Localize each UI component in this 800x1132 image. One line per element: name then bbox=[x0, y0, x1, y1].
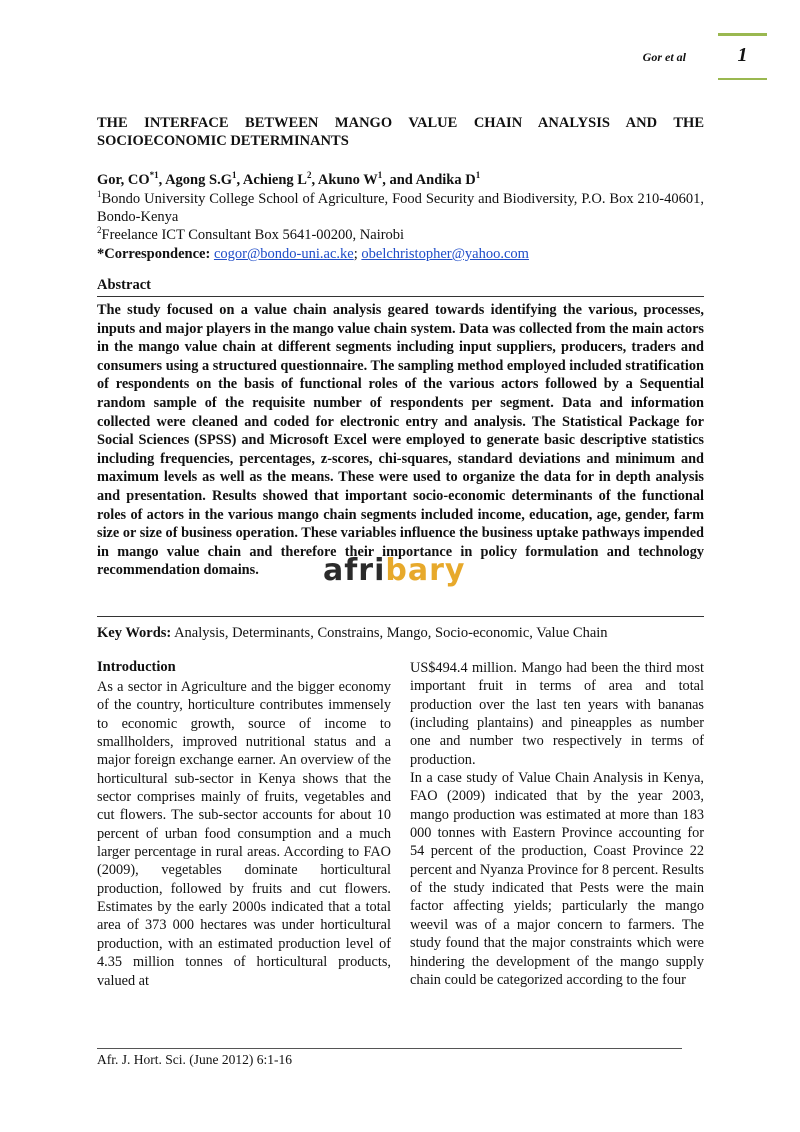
affiliation-marker: 1 bbox=[97, 189, 102, 200]
author-affiliation-marker: 1 bbox=[377, 170, 383, 181]
author-list bbox=[97, 171, 704, 189]
author-name: Gor, CO bbox=[97, 172, 150, 188]
affiliation-text: Bondo University College School of Agriculture, Food Security and Biodiversity, P.O. Box 210-40601, Bondo-Kenya bbox=[97, 191, 704, 225]
journal-citation-footer: Afr. J. Hort. Sci. (June 2012) 6:1-16 bbox=[97, 1052, 292, 1067]
correspondence-email-link[interactable]: cogor@bondo-uni.ac.ke bbox=[213, 246, 354, 262]
keywords-text: Analysis, Determinants, Constrains, Mango, Socio-economic, Value Chain bbox=[171, 625, 608, 641]
abstract-body: The study focused on a value chain analysis geared towards identifying the various, processes, inputs and major players in the mango value chain system. Data was collected from the main actors in the mango value chain at different segments including input suppliers, producers, traders and consumers using a structured questionnaire. The sampling method employed included stratification of respondents on the basis of functional roles of the various actors followed by a Sequential random sample of the requisite number of respondents per segment. Data and information collected were cleaned and coded for electronic entry and analysis. The Statistical Package for Social Sciences (SPSS) and Microsoft Excel were employed to generate basic descriptive statistics including frequencies, percentages, z-scores, chi-squares, standard deviations and minimum and maximum levels as well as the means. These were used to organize the data for in depth analysis and presentation. Results showed that important socio-economic determinants of the functional roles of actors in the various mango chain segments included income, education, age, gender, farm size or size of business operation. These variables influence the business uptake pathways impended in mango value chain and therefore their importance in policy formulation and technology recommendation domains. bbox=[97, 302, 704, 579]
email-separator: ; bbox=[353, 246, 358, 262]
paper-title: THE INTERFACE BETWEEN MANGO VALUE CHAIN ANALYSIS AND THE SOCIOECONOMIC DETERMINANTS bbox=[97, 115, 704, 149]
header-accent-rule-bottom bbox=[718, 78, 767, 80]
author-affiliation-marker: 2 bbox=[306, 170, 312, 181]
watermark-text: afri bbox=[323, 553, 386, 588]
introduction-heading: Introduction bbox=[97, 659, 176, 675]
body-paragraph: As a sector in Agriculture and the bigger economy of the country, horticulture contributes immensely to economic growth, source of income to smallholders, improved nutritional status and a major foreign exchange earner. An overview of the horticultural sub-sector in Kenya shows that the sector comprises mainly of fruits, vegetables and cut flowers. The sub-sector accounts for about 10 percent of urban food consumption and a much larger percentage in rural areas. According to FAO (2009), vegetables dominate horticultural production, followed by fruits and cut flowers. Estimates by the early 2000s indicated that a total area of 373 000 hectares was under horticultural production, with an estimated production level of 4.35 million tonnes of horticultural products, valued at bbox=[97, 679, 391, 989]
footer-rule bbox=[97, 1048, 682, 1049]
introduction-right-column bbox=[410, 659, 704, 989]
header-accent-rule-top bbox=[718, 33, 767, 36]
author-affiliation-marker: 1 bbox=[231, 170, 237, 181]
abstract-bottom-rule bbox=[97, 616, 704, 617]
affiliation-2 bbox=[97, 226, 704, 244]
abstract-top-rule bbox=[97, 296, 704, 297]
author-name: , Achieng L bbox=[236, 172, 307, 188]
keywords-label: Key Words: bbox=[97, 625, 172, 641]
page-number: 1 bbox=[737, 44, 748, 66]
affiliation-text: Freelance ICT Consultant Box 5641-00200, Nairobi bbox=[101, 227, 405, 243]
watermark-logo bbox=[323, 553, 465, 588]
introduction-left-column bbox=[97, 678, 391, 990]
correspondence bbox=[97, 245, 704, 263]
correspondence-email-link[interactable]: obelchristopher@yahoo.com bbox=[361, 246, 529, 262]
keywords-line bbox=[97, 625, 704, 642]
affiliation-marker: 2 bbox=[97, 225, 102, 236]
watermark-text-accent: bary bbox=[385, 553, 466, 588]
running-header-author: Gor et al bbox=[642, 50, 686, 64]
author-name: , Agong S.G bbox=[158, 172, 232, 188]
author-affiliation-marker: *1 bbox=[149, 170, 159, 181]
body-paragraph: In a case study of Value Chain Analysis in Kenya, FAO (2009) indicated that by the year 2003, mango production was estimated at more than 183 000 tonnes with Eastern Province accounting for 54 percent of the production, Coast Province 22 percent and Nyanza Province for 8 percent. Results of the study indicated that Pests were the main factor affecting yields; particularly the mango weevil was of a major concern to farmers. The study found that the major constraints which were hindering the development of the mango supply chain could be categorized according to the four bbox=[410, 770, 704, 988]
affiliation-1 bbox=[97, 190, 704, 226]
body-paragraph: US$494.4 million. Mango had been the third most important fruit in terms of area and total production over the last ten years with bananas (including plantains) and pineapples as number one and number two respectively in terms of production. bbox=[410, 660, 704, 768]
author-name: , Akuno W bbox=[311, 172, 378, 188]
author-affiliation-marker: 1 bbox=[475, 170, 481, 181]
abstract-heading: Abstract bbox=[97, 277, 151, 293]
author-name: , and Andika D bbox=[382, 172, 476, 188]
correspondence-label: *Correspondence: bbox=[97, 246, 211, 262]
